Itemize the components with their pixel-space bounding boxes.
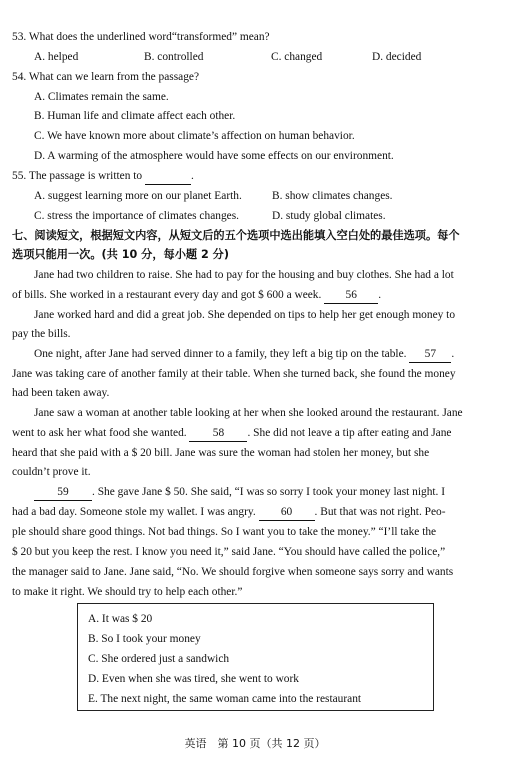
passage-text: One night, after Jane had served dinner to a family, they left a big tip on the table. bbox=[34, 348, 407, 360]
passage-line: Jane saw a woman at another table looking at her when she looked around the restaurant. Jane bbox=[34, 407, 463, 419]
passage-text: had a bad day. Someone stole my wallet. I was angry. bbox=[12, 506, 256, 518]
q53-option-a: A. helped bbox=[34, 51, 79, 63]
q54-option-c: C. We have known more about climate’s affection on human behavior. bbox=[34, 130, 355, 142]
q54-option-a: A. Climates remain the same. bbox=[34, 91, 169, 103]
section-7-heading-line2: 选项只能用一次。(共 10 分，每小题 2 分) bbox=[12, 248, 229, 261]
blank-60: 60 bbox=[259, 504, 315, 521]
choice-b: B. So I took your money bbox=[88, 633, 201, 645]
blank-59: 59 bbox=[34, 484, 92, 501]
q55-stem-text: 55. The passage is written to bbox=[12, 170, 143, 182]
question-55-stem bbox=[12, 166, 498, 186]
passage-text: went to ask her what food she wanted. bbox=[12, 427, 187, 439]
passage-line: had been taken away. bbox=[12, 387, 110, 399]
q54-option-d: D. A warming of the atmosphere would have some effects on our environment. bbox=[34, 150, 394, 162]
q55-option-d: D. study global climates. bbox=[272, 210, 386, 222]
passage-line bbox=[34, 482, 498, 502]
passage-text: . She did not leave a tip after eating and Jane bbox=[247, 427, 452, 439]
q54-option-b: B. Human life and climate affect each other. bbox=[34, 110, 236, 122]
choice-c: C. She ordered just a sandwich bbox=[88, 653, 230, 665]
passage-line bbox=[34, 344, 498, 364]
blank-58: 58 bbox=[189, 425, 247, 442]
question-54-stem: 54. What can we learn from the passage? bbox=[12, 71, 200, 83]
passage-line: to make it right. We should try to help each other.” bbox=[12, 586, 243, 598]
passage-line: Jane had two children to raise. She had to pay for the housing and buy clothes. She had a lot bbox=[34, 269, 454, 281]
passage-line bbox=[12, 502, 498, 522]
passage-text: of bills. She worked in a restaurant every day and got $ 600 a week. bbox=[12, 289, 322, 301]
q55-option-c: C. stress the importance of climates changes. bbox=[34, 210, 239, 222]
q53-option-b: B. controlled bbox=[144, 51, 204, 63]
q55-period: . bbox=[190, 170, 194, 182]
q55-option-b: B. show climates changes. bbox=[272, 190, 393, 202]
choice-a: A. It was $ 20 bbox=[88, 613, 153, 625]
passage-line: pay the bills. bbox=[12, 328, 71, 340]
passage-text: . bbox=[378, 289, 382, 301]
passage-line bbox=[12, 285, 498, 305]
passage-text: . bbox=[451, 348, 455, 360]
choices-box bbox=[77, 603, 434, 711]
passage-text: . But that was not right. Peo- bbox=[314, 506, 446, 518]
question-53-options bbox=[34, 47, 498, 67]
choice-d: D. Even when she was tired, she went to work bbox=[88, 673, 299, 685]
blank-57: 57 bbox=[409, 346, 451, 363]
question-55-options-row2 bbox=[34, 206, 498, 226]
passage-line: couldn’t prove it. bbox=[12, 466, 91, 478]
passage-line: Jane was taking care of another family at their table. When she turned back, she found the money bbox=[12, 368, 456, 380]
passage-text: . She gave Jane $ 50. She said, “I was so sorry I took your money last night. I bbox=[92, 486, 446, 498]
passage-line: ple should share good things. Not bad things. So I want you to take the money.” “I’ll take the bbox=[12, 526, 437, 538]
q53-option-c: C. changed bbox=[271, 51, 323, 63]
q55-answer-blank bbox=[145, 168, 191, 185]
passage-line: Jane worked hard and did a great job. She depended on tips to help her get enough money to bbox=[34, 309, 456, 321]
page-footer: 英语 第 10 页（共 12 页） bbox=[184, 737, 326, 750]
passage-line bbox=[12, 423, 498, 443]
choice-e: E. The next night, the same woman came into the restaurant bbox=[88, 693, 362, 705]
question-55-options-row1 bbox=[34, 186, 498, 206]
q55-option-a: A. suggest learning more on our planet Earth. bbox=[34, 190, 242, 202]
passage-line: $ 20 but you keep the rest. I know you need it,” said Jane. “You should have called the police,” bbox=[12, 546, 446, 558]
question-53-stem: 53. What does the underlined word“transformed” mean? bbox=[12, 31, 270, 43]
q53-option-d: D. decided bbox=[372, 51, 422, 63]
passage-line: heard that she paid with a $ 20 bill. Jane was sure the woman had stolen her money, but she bbox=[12, 447, 430, 459]
section-7-heading-line1: 七、阅读短文，根据短文内容，从短文后的五个选项中选出能填入空白处的最佳选项。每个 bbox=[12, 229, 460, 242]
blank-56: 56 bbox=[324, 287, 378, 304]
passage-line: the manager said to Jane. Jane said, “No. We should forgive when someone says sorry and wants bbox=[12, 566, 454, 578]
